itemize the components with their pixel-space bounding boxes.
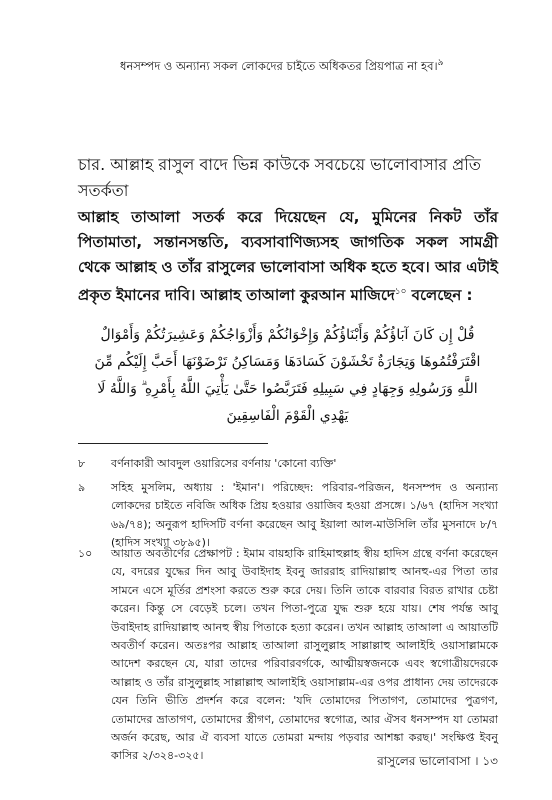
- footnote-ref-9: ৯: [437, 58, 444, 68]
- page-footer: রাসুলের ভালোবাসা । ১৩: [377, 754, 498, 768]
- footnote-divider: [78, 443, 268, 444]
- top-quote: [120, 53, 465, 76]
- footnote-number: ৮: [78, 457, 86, 470]
- top-quote-text: ধনসম্পদ ও অন্যান্য সকল লোকদের চাইতে অধিকতর প্রিয়পাত্র না হব।: [120, 58, 438, 73]
- footnote-text: সহিহ মুসলিম, অধ্যায় : 'ইমান'। পরিচ্ছেদ: পরিবার-পরিজন, ধনসম্পদ ও অন্যান্য লোকদের চাইতে নবিজি অধিক প্রিয় হওয়ার ওয়াজিব হওয়া প্রসঙ্গে। ১/৬৭ (হাদিস সংখ্যা ৬৯/৭৪); অনুরূপ হাদিসটি বর্ণনা করেছেন আবু ইয়ালা আল-মাউসিলি তাঁর মুসনাদে ৮/৭ (হাদিস সংখ্যা ৩৮৯৫)।: [111, 481, 498, 550]
- arabic-verse: [90, 322, 485, 430]
- arabic-line-4: يَهْدِي الْقَوْمَ الْفَاسِقِينَ: [226, 408, 349, 424]
- body-paragraph: [78, 205, 498, 308]
- arabic-line-3: اللَّهِ وَرَسُولِهِ وَجِهَادٍ فِي سَبِيلِهِ فَتَرَبَّصُوا حَتَّىٰ يَأْتِيَ اللَّهُ بِأَمْرِهِ ۗ وَاللَّهُ لَا: [97, 381, 478, 397]
- footnote-ref-10: ১০: [394, 287, 407, 297]
- arabic-line-1: قُلْ إِن كَانَ آبَاؤُكُمْ وَأَبْنَاؤُكُمْ وَإِخْوَانُكُمْ وَأَزْوَاجُكُمْ وَعَشِيرَتُكُمْ وَأَمْوَالٌ: [100, 327, 475, 343]
- footnote-text: আয়াত অবতীর্ণের প্রেক্ষাপট : ইমাম বায়হাকি রাহিমাহুল্লাহ স্বীয় হাদিস গ্রন্থে বর্ণনা করেছেন যে, বদরের যুদ্ধের দিন আবু উবাইদাহ ইবনু জাররাহ রাদিয়াল্লাহু আনহু-এর পিতা তার সামনে এসে মূর্তির প্রশংসা করতে শুরু করে দেয়। তিনি তাকে বারবার বিরত রাখার চেষ্টা করেন। কিন্তু সে বেড়েই চলে। তখন পিতা-পুত্রে যুদ্ধ শুরু হয়ে যায়। শেষ পর্যন্ত আবু উবাইদাহ রাদিয়াল্লাহু আনহু স্বীয় পিতাকে হত্যা করেন। তখন আল্লাহ তাআলা এ আয়াতটি অবতীর্ণ করেন। অতঃপর আল্লাহ তাআলা রাসুলুল্লাহ সাল্লাল্লাহু আলাইহি ওয়াসাল্লামকে আদেশ করছেন যে, যারা তাদের পরিবারবর্গকে, আত্মীয়স্বজনকে এবং স্বগোত্রীয়দেরকে আল্লাহ ও তাঁর রাসুলুল্লাহ সাল্লাল্লাহু আলাইহি ওয়াসাল্লাম-এর ওপর প্রাধান্য দেয় তাদেরকে যেন তিনি ভীতি প্রদর্শন করে বলেন: 'যদি তোমাদের পিতাগণ, তোমাদের পুত্রগণ, তোমাদের ভ্রাতাগণ, তোমাদের স্ত্রীগণ, তোমাদের স্বগোত্র, আর ঐসব ধনসম্পদ যা তোমরা অর্জন করেছ, আর ঐ ব্যবসা যাতে তোমরা মন্দায় পড়বার আশঙ্কা করছ।' সংক্ষিপ্ত ইবনু কাসির ২/৩২৪-৩২৫।: [111, 547, 498, 763]
- arabic-line-2: اقْتَرَفْتُمُوهَا وَتِجَارَةٌ تَخْشَوْنَ كَسَادَهَا وَمَسَاكِنُ تَرْضَوْنَهَا أَحَبَّ إِلَيْكُم مِّنَ: [94, 354, 481, 370]
- footnote-10: [78, 545, 498, 766]
- footnote-number: ৯: [78, 481, 86, 494]
- section-title: চার. আল্লাহ রাসুল বাদে ভিন্ন কাউকে সবচেয়ে ভালোবাসার প্রতি সতর্কতা: [78, 155, 481, 200]
- footnote-9: [78, 479, 498, 553]
- footnote-text: বর্ণনাকারী আবদুল ওয়ারিসের বর্ণনায় 'কোনো ব্যক্তি': [111, 457, 337, 470]
- footnote-8: [78, 455, 498, 473]
- body-text-end: বলেছেন :: [406, 286, 473, 304]
- body-text: আল্লাহ তাআলা সতর্ক করে দিয়েছেন যে, মুমিনের নিকট তাঁর পিতামাতা, সন্তানসন্ততি, ব্যবসাবাণিজ্যসহ জাগতিক সকল সামগ্রী থেকে আল্লাহ ও তাঁর রাসুলের ভালোবাসা অধিক হতে হবে। আর এটাই প্রকৃত ইমানের দাবি। আল্লাহ তাআলা কুরআন মাজিদে: [78, 208, 498, 304]
- footnote-number: ১০: [78, 547, 93, 560]
